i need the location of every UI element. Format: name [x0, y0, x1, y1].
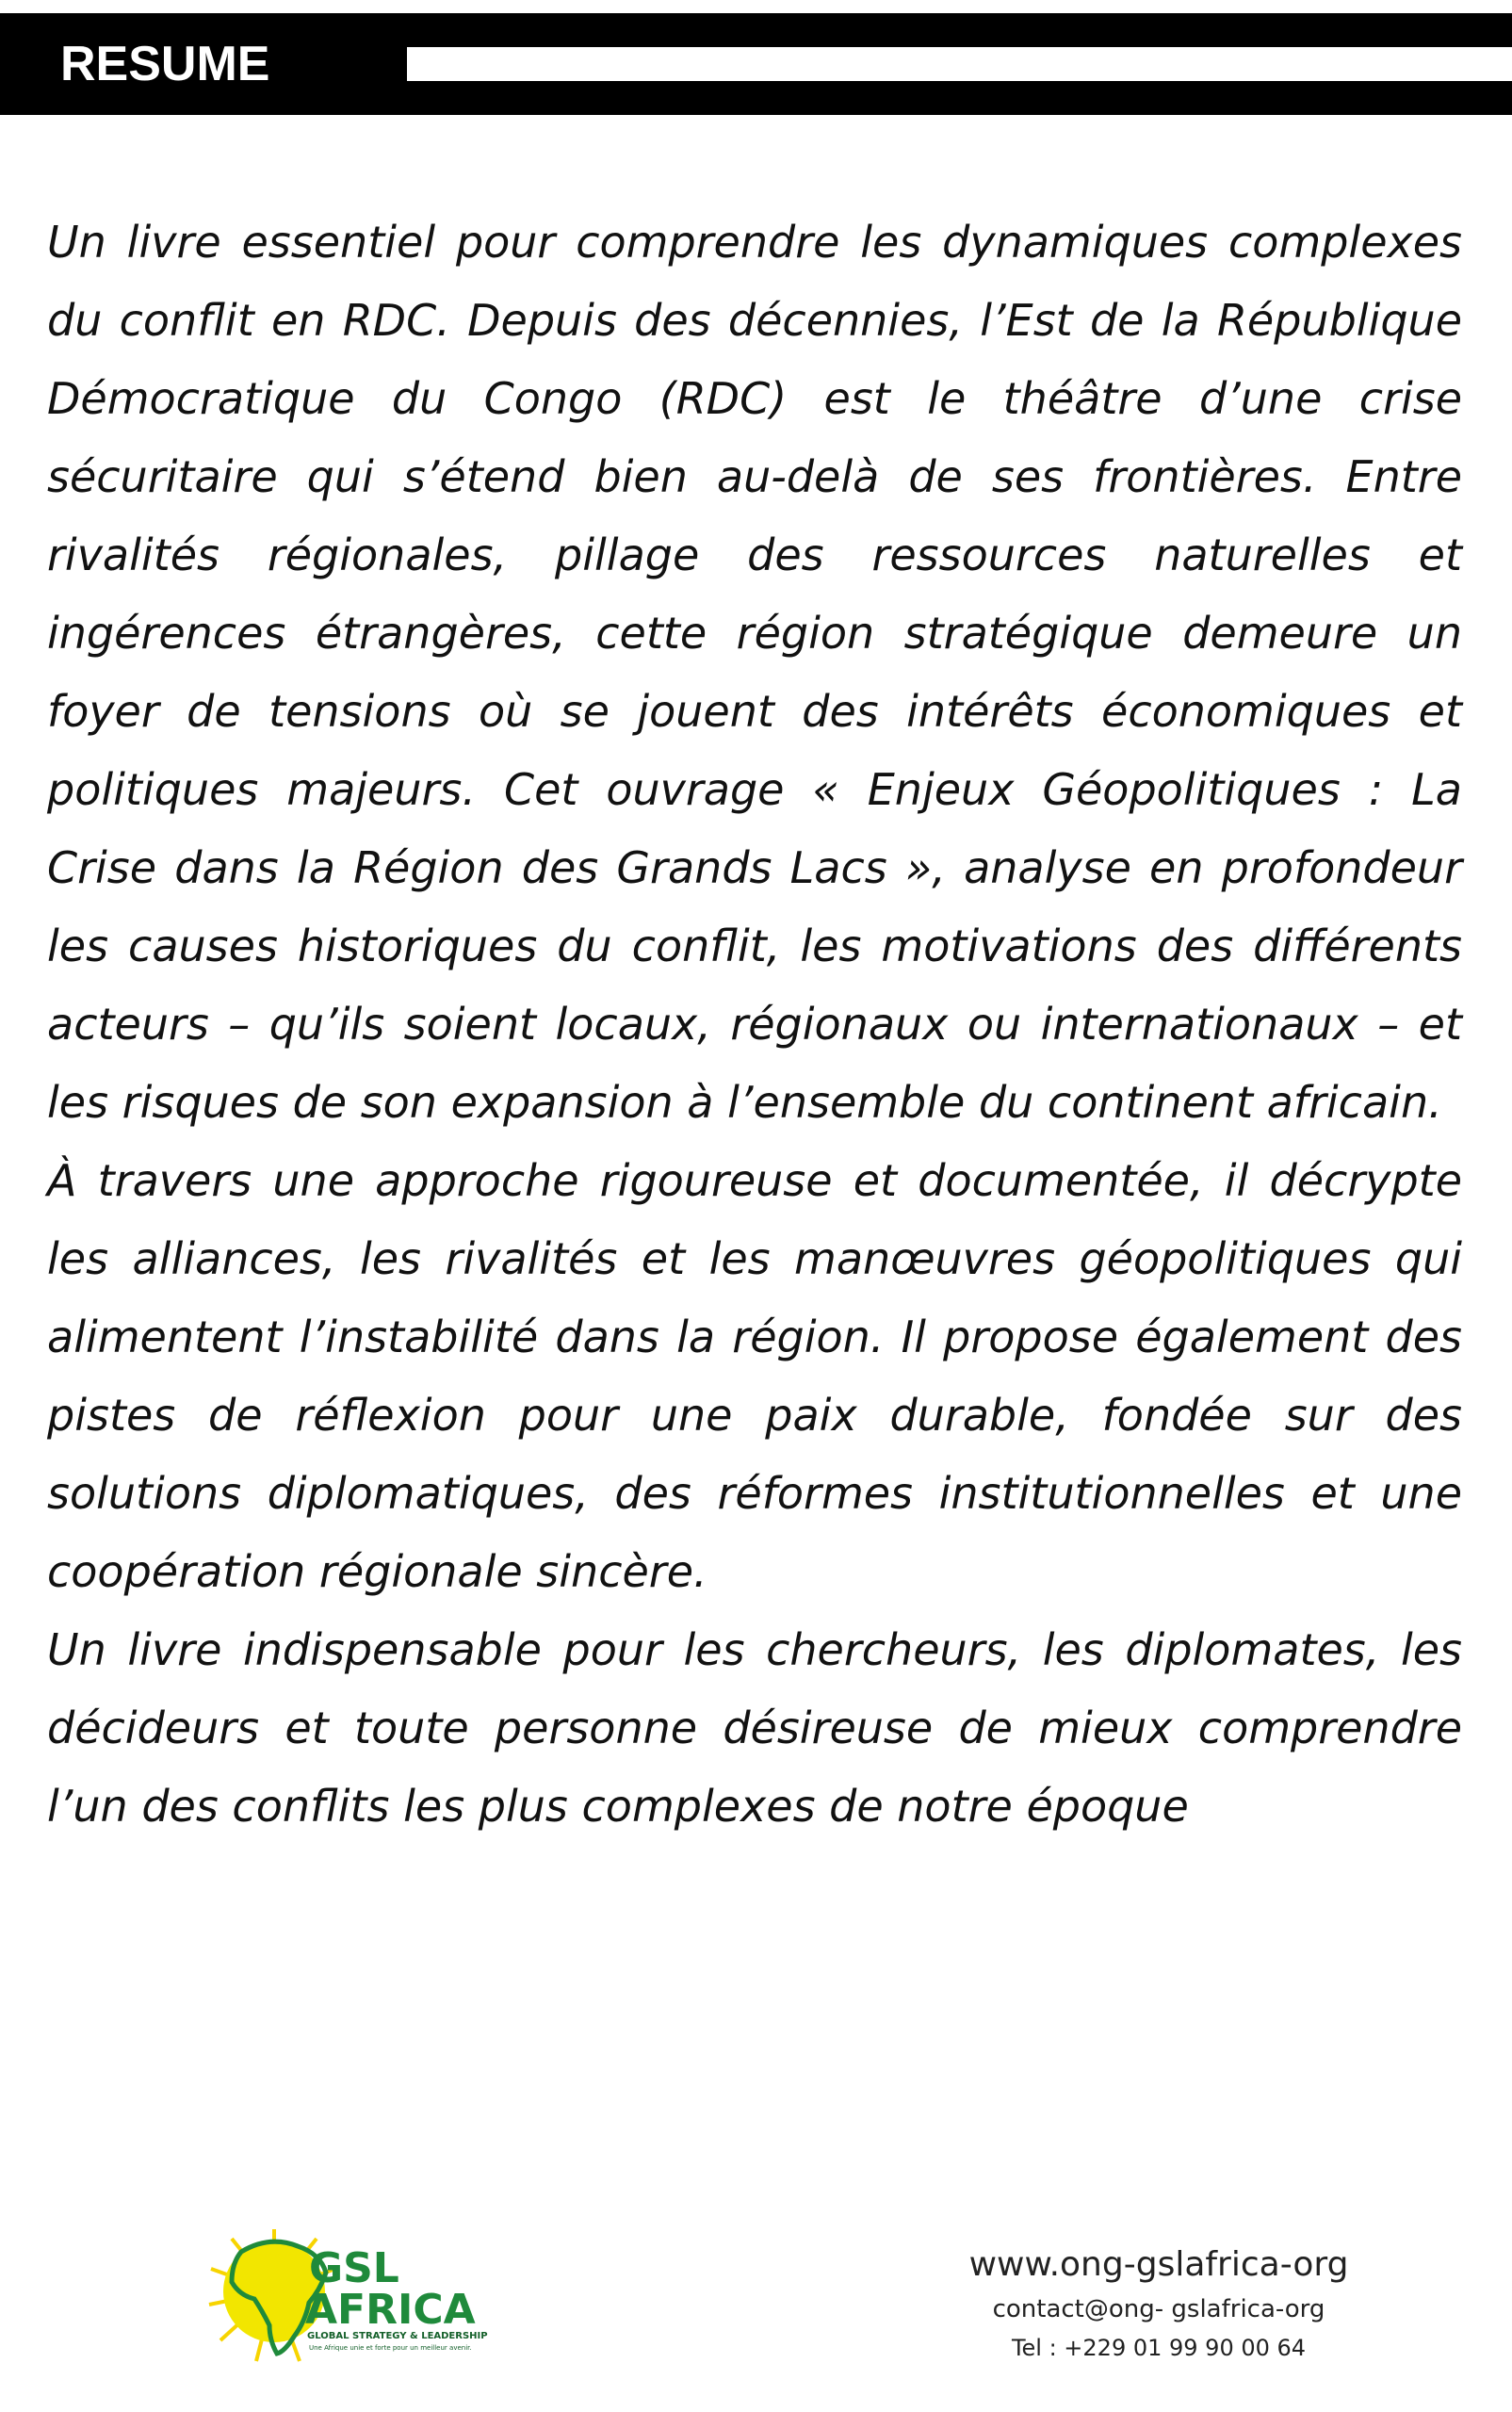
logo-tagline: GLOBAL STRATEGY & LEADERSHIP — [307, 2331, 488, 2341]
summary-paragraph-1: Un livre essentiel pour comprendre les dynamiques complexes du conflit en RDC. Depuis des décennies, l’Est de la République Démocratique du Congo (RDC) est le théâtre d’une crise sécuritaire qui s’étend bien au-delà de ses frontières. Entre rivalités régionales, pillage des ressources naturelles et ingérences étrangères, cette région stratégique demeure un foyer de tensions où se jouent des intérêts économiques et politiques majeurs. Cet ouvrage « Enjeux Géopolitiques : La Crise dans la Région des Grands Lacs », analyse en profondeur les causes historiques du conflit, les motivations des différents acteurs – qu’ils soient locaux, régionaux ou internationaux – et les risques de son expansion à l’ensemble du continent africain. — [47, 217, 1462, 1128]
logo-motto: Une Afrique unie et forte pour un meilleur avenir. — [309, 2344, 472, 2352]
summary-text — [47, 204, 1462, 1846]
contact-block — [886, 2241, 1432, 2367]
website-link[interactable]: www.ong-gslafrica-org — [968, 2245, 1349, 2284]
logo-line-2: AFRICA — [305, 2286, 476, 2334]
summary-paragraph-2: À travers une approche rigoureuse et documentée, il décrypte les alliances, les rivalités et les manœuvres géopolitiques qui alimentent l’instabilité dans la région. Il propose également des pistes de réflexion pour une paix durable, fondée sur des solutions diplomatiques, des réformes institutionnelles et une coopération régionale sincère. — [47, 1155, 1462, 1597]
header-divider-bar — [407, 47, 1512, 81]
logo-line-1: GSL — [309, 2244, 399, 2292]
email-link[interactable]: contact@ong- gslafrica-org — [992, 2295, 1325, 2323]
page-title: RESUME — [60, 37, 270, 91]
gsl-africa-logo-graphic — [203, 2224, 505, 2365]
gsl-africa-logo — [203, 2224, 505, 2365]
phone-number: Tel : +229 01 99 90 00 64 — [1011, 2335, 1307, 2361]
summary-paragraph-3: Un livre indispensable pour les chercheurs, les diplomates, les décideurs et toute personne désireuse de mieux comprendre l’un des conflits les plus complexes de notre époque — [47, 1624, 1462, 1832]
